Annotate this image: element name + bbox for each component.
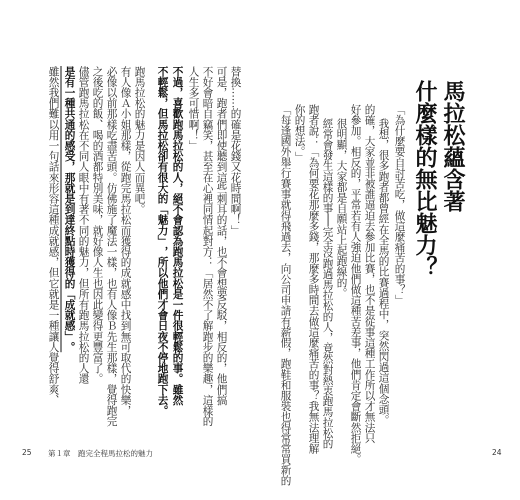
body-column: 儘管跑馬拉松在不同人眼中有著不同的魅力，但所有跑馬拉松的人還 [77,66,90,384]
body-column-emphasis: 是有一種共通的感受，那就是到達終點時獲得的「成就感」。 [63,66,76,353]
page-number-right: 24 [492,448,502,457]
page-number-left: 25 [22,448,32,457]
body-column: 「每逢國外舉行賽事就得飛過去，向公司申請有薪假，跑鞋和服裝也得常常買新的 [279,104,292,486]
body-column: 你的想法。」 [293,104,306,163]
chapter-title-line-1: 馬拉松蘊含著 [440,80,465,212]
body-column: 人生多可惜啊！」 [187,66,200,151]
body-column: 可是，跑者們即使聽到這些刺耳的話，也不會想要反駁，相反的，他們搞 [215,66,228,406]
body-column: 的確，大家並非被誰逼迫去參加比賽，也不是從事這種工作所以才無法只 [363,104,376,444]
body-column: 跑者說：「為何要花那麼多錢，那麼多時間去做這麼痛苦的事？我無法理解 [307,104,320,454]
body-column: 雖然我們難以用一句話來形容這種成就感，但它就是一種讓人覺得舒爽、 [47,66,60,406]
body-column: 我想，很多跑者都曾經在全馬的比賽過程中，突然閃過這個念頭。 [377,118,390,426]
body-column: 經常會發生這樣的事──完全沒跑過馬拉松的人，竟然對熱衷跑馬拉松的 [321,118,334,449]
body-column: 跑馬拉松的魅力是因人而異吧。 [133,66,146,215]
body-column-emphasis: 不過，喜歡跑馬拉松的人，絕不會認為跑馬拉松是一件很輕鬆的事。雖然 [171,66,184,406]
body-column: 有人像Ａ小姐那樣，從跑完馬拉松而獲得的成就感中找到無可取代的快樂， [119,66,132,416]
body-column: 好參加。相反的，平常若有人強迫他們做這種苦差事，他們肯定會斷然拒絕。 [349,104,362,465]
body-column: 「為什麼要自討苦吃，做這麼痛苦的事？」 [393,104,406,306]
body-column: 不好會暗自竊笑，甚至在心裡同情起對方：「居然不了解跑步的樂趣，這樣的 [201,66,214,427]
chapter-title-line-2: 什麼樣的無比魅力？ [412,80,437,278]
chapter-footer: 第１章 跑完全程馬拉松的魅力 [48,449,153,458]
body-column: 很明顯，大家都是自願站上起跑線的。 [335,118,348,299]
body-column-emphasis: 不輕鬆，但馬拉松卻有很大的「魅力」，所以他們才會日夜不停地跑下去。 [156,66,169,416]
body-column: 替換……的確是花錢又花時間啊！」 [229,66,242,236]
body-column: 之後吃的飯、喝的酒都特別美味，就好像人生也因此變得更豐富了。 [91,66,104,384]
body-column: 必像以前那樣吃盡苦頭。仿佛施了魔法一樣，也有人像Ｂ先生那樣，覺得跑完 [105,66,118,427]
